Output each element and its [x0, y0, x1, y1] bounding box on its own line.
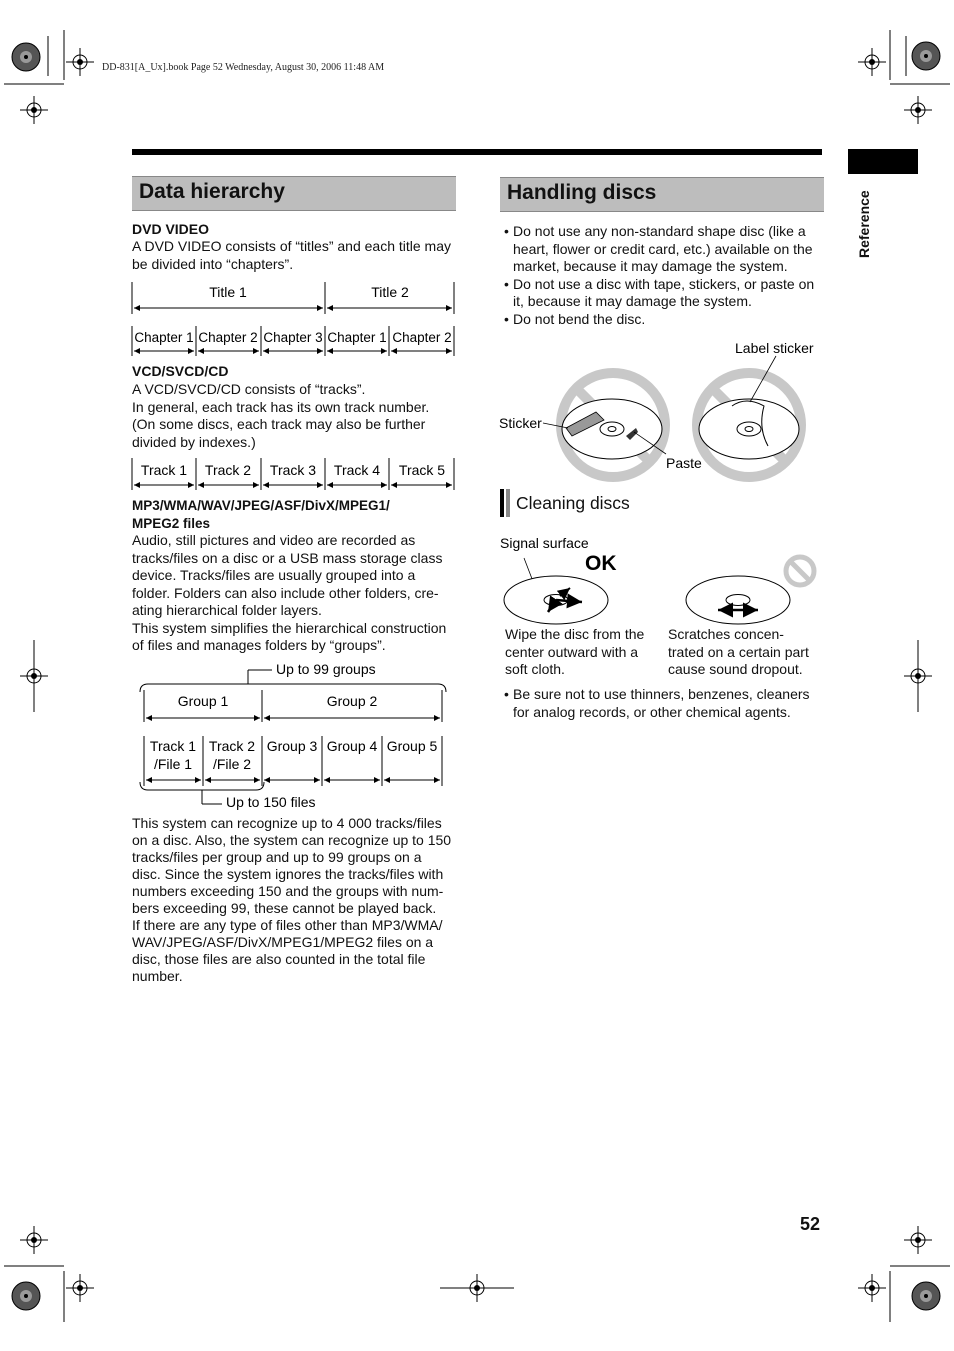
print-header: DD-831[A_Ux].book Page 52 Wednesday, August 30, 2006 11:48 AM [102, 62, 385, 73]
cleaning-note [501, 686, 823, 721]
handling-bullets [501, 223, 823, 329]
dvd-video-body: A DVD VIDEO consists of “titles” and each title may be divided into “chapters”. [132, 238, 452, 272]
cleaning-discs-subheading [500, 489, 630, 517]
mp3-item-line2: /File 2 [212, 756, 252, 772]
data-hierarchy-heading: Data hierarchy [132, 176, 456, 211]
registration-mark [912, 1282, 940, 1310]
prohibited-sticker-disc [561, 373, 665, 477]
dvd-chapter-label: Chapter 3 [263, 330, 323, 345]
ok-caption: Wipe the disc from the center outward with a soft cloth. [505, 626, 645, 677]
vcd-track-diagram [128, 456, 460, 492]
reference-tab-label: Reference [856, 190, 872, 258]
ok-disc [504, 576, 608, 624]
dvd-title-label: Title 2 [371, 284, 409, 300]
registration-mark [858, 48, 886, 76]
page-number: 52 [800, 1214, 821, 1234]
vcd-track-label: Track 4 [333, 462, 381, 478]
vcd-track-label: Track 1 [140, 462, 188, 478]
vcd-heading: VCD/SVCD/CD [132, 363, 229, 379]
vcd-body: A VCD/SVCD/CD consists of “tracks”. In general, each track has its own track number. (On some discs, each track may also be further divided by indexes.) [132, 381, 430, 450]
group-label: Group 2 [326, 693, 378, 709]
cleaning-discs-title: Cleaning discs [516, 492, 630, 513]
up-to-files-label: Up to 150 files [226, 794, 316, 810]
mp3-item-line1: Group 4 [326, 738, 378, 754]
mp3-heading-line2: MPEG2 files [132, 515, 211, 531]
cleaning-note-bullet: • Be sure not to use thinners, benzenes, cleaners for analog records, or other chemical agents. [501, 686, 823, 721]
mp3-item-line1: Track 2 [208, 738, 256, 754]
dvd-chapter-label: Chapter 2 [392, 330, 452, 345]
mp3-item-line1: Track 1 [149, 738, 197, 754]
up-to-groups-label: Up to 99 groups [276, 661, 376, 677]
mp3-item-line1: Group 3 [266, 738, 318, 754]
registration-mark [20, 96, 48, 124]
paste-label: Paste [666, 455, 702, 471]
registration-mark [858, 1274, 886, 1302]
registration-mark [12, 1282, 40, 1310]
dvd-chapter-label: Chapter 2 [198, 330, 258, 345]
registration-mark [66, 48, 94, 76]
mp3-body: Audio, still pictures and video are recorded as tracks/files on a disc or a USB mass storage class device. Tracks/files are usually grouped into a folder. Folders can also include other folders, cre-ating hierarchical folder layers. This system simplifies the hierarchical construction of files and manages folders by “groups”. [132, 532, 447, 653]
registration-mark [904, 1226, 932, 1254]
vcd-track-label: Track 5 [398, 462, 446, 478]
handling-bullet: • Do not bend the disc. [501, 311, 823, 329]
handling-bullet: • Do not use any non-standard shape disc (like a heart, flower or credit card, etc.) available on the market, because it may damage the system. [501, 223, 823, 276]
group-label: Group 1 [177, 693, 229, 709]
label-sticker-label: Label sticker [735, 340, 814, 356]
registration-mark [904, 96, 932, 124]
sticker-label: Sticker [499, 415, 542, 431]
prohibited-cleaning-disc [686, 557, 814, 624]
signal-surface-label: Signal surface [500, 535, 589, 551]
prohibited-label-disc [697, 373, 801, 477]
registration-mark [912, 42, 940, 70]
mp3-item-line2: /File 1 [153, 756, 193, 772]
dvd-title-label: Title 1 [209, 284, 247, 300]
mp3-item-line1: Group 5 [386, 738, 438, 754]
mp3-group-diagram [128, 658, 460, 814]
mp3-heading [132, 497, 390, 532]
handling-bullet: • Do not use a disc with tape, stickers, or paste on it, because it may damage the system. [501, 276, 823, 311]
registration-mark [12, 43, 40, 71]
dvd-chapter-label: Chapter 1 [134, 330, 194, 345]
ng-caption: Scratches concen-trated on a certain part cause sound dropout. [668, 626, 809, 677]
prohibited-discs-illustration [496, 336, 826, 486]
vcd-track-label: Track 2 [204, 462, 252, 478]
mp3-closing-text: This system can recognize up to 4 000 tracks/files on a disc. Also, the system can recognize up to 150 tracks/files per group and up to 99 groups on a disc. Since the system ignores the tracks/files with numbers exceeding 150 and the groups with num-bers exceeding 99, these cannot be played back. If there are any type of files other than MP3/WMA/ WAV/JPEG/ASF/DivX/MPEG1/MPEG2 files on a disc, those files are also counted in the total file number. [132, 815, 452, 984]
registration-mark [20, 1226, 48, 1254]
ok-mark: OK [585, 552, 617, 575]
dvd-hierarchy-diagram [128, 280, 460, 358]
dvd-chapter-label: Chapter 1 [327, 330, 387, 345]
handling-discs-heading: Handling discs [500, 177, 824, 212]
top-rule [132, 149, 822, 155]
dvd-video-heading: DVD VIDEO [132, 221, 210, 237]
subheading-bar [506, 489, 510, 517]
vcd-track-label: Track 3 [269, 462, 317, 478]
reference-tab-bar [848, 149, 918, 174]
subheading-bar [500, 489, 504, 517]
cleaning-illustration [496, 530, 826, 630]
registration-mark [66, 1274, 94, 1302]
mp3-heading-line1: MP3/WMA/WAV/JPEG/ASF/DivX/MPEG1/ [132, 498, 390, 513]
